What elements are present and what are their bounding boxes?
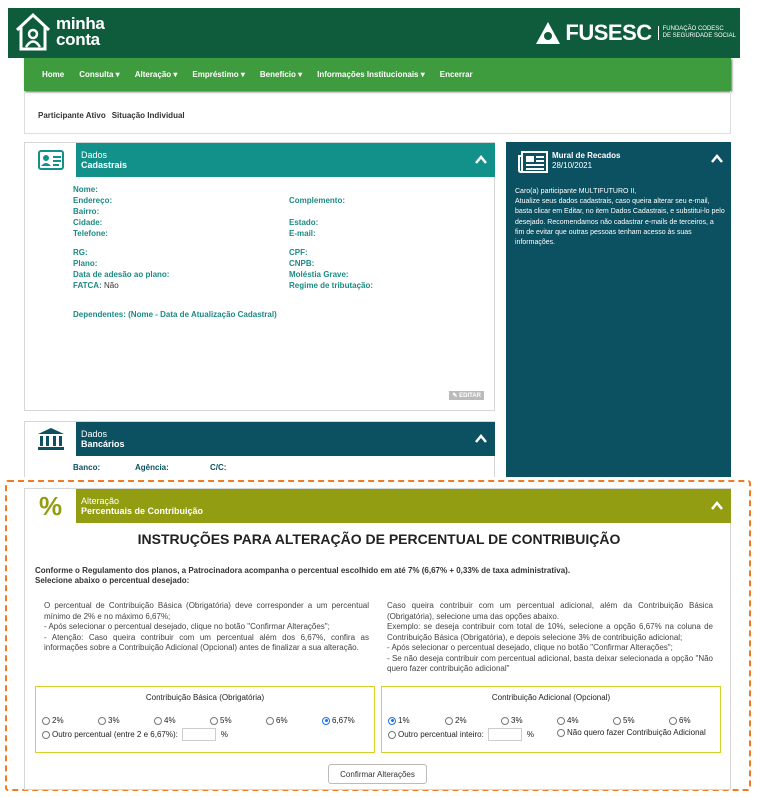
field-fatca: FATCA: bbox=[73, 281, 102, 290]
dependentes-label: Dependentes: (Nome - Data de Atualização Cadastral) bbox=[73, 310, 277, 319]
option-label: 1% bbox=[398, 716, 410, 725]
intro-select: Selecione abaixo o percentual desejado: bbox=[35, 576, 190, 585]
basica-option-667[interactable] bbox=[322, 716, 355, 725]
nav-encerrar[interactable]: Encerrar bbox=[439, 70, 473, 79]
mural-de-recados bbox=[506, 142, 731, 477]
minha-conta-logo[interactable] bbox=[14, 12, 105, 52]
adicional-option-4[interactable] bbox=[557, 716, 579, 725]
option-label: 6% bbox=[276, 716, 288, 725]
basica-instructions: O percentual de Contribuição Básica (Obrigatória) deve corresponder a um percentual mínimo de 2% e no máximo 6,67%; - Após selecionar o percentual desejado, clique no botão "Confirmar Alterações"; - Atenção: Caso queira contribuir com um percentual além dos 6,67%, confira as informações sobre a Contribuição Adicional (Opcional) antes de finalizar a sua alteração. bbox=[44, 601, 369, 652]
bank-title-line-1: Dados bbox=[81, 429, 108, 439]
adicional-outro-input[interactable] bbox=[488, 728, 522, 741]
radio-icon[interactable] bbox=[154, 717, 162, 725]
radio-icon[interactable] bbox=[98, 717, 106, 725]
alteracao-header[interactable] bbox=[25, 489, 731, 523]
radio-icon[interactable] bbox=[501, 717, 509, 725]
bank-icon bbox=[25, 422, 76, 456]
basica-option-6[interactable] bbox=[266, 716, 288, 725]
field-nome: Nome: bbox=[73, 185, 98, 194]
radio-icon[interactable] bbox=[557, 729, 565, 737]
radio-icon[interactable] bbox=[388, 731, 396, 739]
nav-beneficio[interactable]: Benefício ▾ bbox=[259, 70, 303, 79]
adicional-option-outro[interactable] bbox=[388, 728, 534, 741]
option-label: 4% bbox=[164, 716, 176, 725]
option-label: 5% bbox=[623, 716, 635, 725]
field-plano: Plano: bbox=[73, 259, 98, 268]
option-label: 3% bbox=[511, 716, 523, 725]
brand-sub-1: FUNDAÇÃO CODESC bbox=[662, 26, 724, 32]
breadcrumb bbox=[24, 91, 731, 134]
situacao-individual: Situação Individual bbox=[111, 110, 185, 120]
card-title-line-2: Cadastrais bbox=[81, 160, 128, 170]
option-label: 6% bbox=[679, 716, 691, 725]
adicional-option-2[interactable] bbox=[445, 716, 467, 725]
radio-icon[interactable] bbox=[613, 717, 621, 725]
chevron-up-icon[interactable] bbox=[475, 433, 487, 445]
field-cnpb: CNPB: bbox=[289, 259, 315, 268]
confirm-button[interactable]: Confirmar Alterações bbox=[328, 764, 427, 784]
dados-bancarios-card bbox=[24, 421, 495, 477]
nav-alteracao[interactable]: Alteração ▾ bbox=[134, 70, 178, 79]
option-label: Outro percentual inteiro: bbox=[398, 730, 484, 739]
top-header bbox=[8, 8, 740, 58]
option-label: 3% bbox=[108, 716, 120, 725]
field-agencia: Agência: bbox=[135, 463, 169, 472]
main-nav bbox=[24, 58, 731, 91]
house-user-icon bbox=[14, 12, 52, 52]
edit-label: EDITAR bbox=[459, 393, 481, 399]
field-data-adesao: Data de adesão ao plano: bbox=[73, 270, 170, 279]
field-bairro: Bairro: bbox=[73, 207, 100, 216]
field-cpf: CPF: bbox=[289, 248, 308, 257]
logo-line-1: minha bbox=[56, 14, 105, 33]
adicional-option-none[interactable] bbox=[557, 728, 706, 737]
radio-selected-icon[interactable] bbox=[322, 717, 330, 725]
adicional-option-5[interactable] bbox=[613, 716, 635, 725]
brand-sub-2: DE SEGURIDADE SOCIAL bbox=[662, 33, 736, 39]
option-label: Outro percentual (entre 2 e 6,67%): bbox=[52, 730, 178, 739]
adicional-title: Contribuição Adicional (Opcional) bbox=[491, 693, 611, 702]
brand-name: FUSESC bbox=[565, 20, 652, 45]
participant-status: Participante Ativo bbox=[38, 110, 106, 120]
fusesc-logo bbox=[535, 20, 736, 46]
field-molestia: Moléstia Grave: bbox=[289, 270, 349, 279]
basica-option-4[interactable] bbox=[154, 716, 176, 725]
adicional-option-1[interactable] bbox=[388, 716, 410, 725]
newspaper-icon bbox=[518, 151, 548, 173]
basica-option-5[interactable] bbox=[210, 716, 232, 725]
basica-option-3[interactable] bbox=[98, 716, 120, 725]
field-endereco: Endereço: bbox=[73, 196, 113, 205]
logo-line-2: conta bbox=[56, 30, 100, 49]
radio-icon[interactable] bbox=[557, 717, 565, 725]
radio-icon[interactable] bbox=[445, 717, 453, 725]
field-email: E-mail: bbox=[289, 229, 316, 238]
id-card-icon bbox=[25, 143, 76, 177]
basica-title: Contribuição Básica (Obrigatória) bbox=[145, 693, 265, 702]
chevron-up-icon[interactable] bbox=[711, 153, 723, 165]
alt-title-line-2: Percentuais de Contribuição bbox=[81, 506, 204, 516]
chevron-up-icon[interactable] bbox=[475, 154, 487, 166]
option-label: Não quero fazer Contribuição Adicional bbox=[567, 728, 706, 737]
field-regime: Regime de tributação: bbox=[289, 281, 374, 290]
adicional-instructions: Caso queira contribuir com um percentual adicional, além da Contribuição Básica (Obrigatória), selecione uma das opções abaixo. Exemplo: se deseja contribuir com total de 10%, selecione a opção 6,67% na coluna de Contribuição Básica (Obrigatória), e depois selecione 3% de contribuição adicional; - Após selecionar o percentual desejado, clique no botão "Confirmar Alterações"; - Se não deseja contribuir com percentual adicional, basta deixar selecionada a opção "Não quero fazer contribuição adicional" bbox=[387, 601, 713, 673]
basica-option-2[interactable] bbox=[42, 716, 64, 725]
adicional-option-6[interactable] bbox=[669, 716, 691, 725]
option-label: 4% bbox=[567, 716, 579, 725]
radio-icon[interactable] bbox=[42, 717, 50, 725]
radio-icon[interactable] bbox=[669, 717, 677, 725]
edit-button[interactable]: ✎ EDITAR bbox=[449, 391, 484, 400]
mural-date: 28/10/2021 bbox=[552, 161, 593, 170]
mural-greeting: Caro(a) participante MULTIFUTURO II, bbox=[515, 188, 637, 195]
percent-icon: % bbox=[25, 489, 76, 523]
mural-message: Atualize seus dados cadastrais, caso queira alterar seu e-mail, basta clicar em Editar, no item Dados Cadastrais, e substitui-lo pelo desejado. Recomendamos não cadastrar e-mails de terceiros, a fim de evitar que outras pessoas tenham acesso às suas informações. bbox=[515, 198, 725, 247]
field-estado: Estado: bbox=[289, 218, 319, 227]
card-title-line-1: Dados bbox=[81, 150, 108, 160]
alt-title-line-1: Alteração bbox=[81, 496, 120, 506]
intro-text: Conforme o Regulamento dos planos, a Patrocinadora acompanha o percentual escolhido em até 7% (6,67% + 0,33% de taxa administrativa). bbox=[35, 566, 571, 575]
option-label: 2% bbox=[52, 716, 64, 725]
adicional-option-3[interactable] bbox=[501, 716, 523, 725]
option-label: 5% bbox=[220, 716, 232, 725]
field-complemento: Complemento: bbox=[289, 196, 345, 205]
radio-icon[interactable] bbox=[210, 717, 218, 725]
nav-home[interactable]: Home bbox=[42, 70, 65, 79]
fatca-value: Não bbox=[103, 281, 119, 290]
dados-cadastrais-card bbox=[24, 142, 495, 411]
radio-icon[interactable] bbox=[42, 731, 50, 739]
percent-sign: % bbox=[220, 730, 228, 739]
field-cc: C/C: bbox=[210, 463, 227, 472]
field-banco: Banco: bbox=[73, 463, 101, 472]
radio-selected-icon[interactable] bbox=[388, 717, 396, 725]
field-rg: RG: bbox=[73, 248, 88, 257]
mural-title: Mural de Recados bbox=[552, 151, 621, 160]
bank-title-line-2: Bancários bbox=[81, 439, 125, 449]
nav-emprestimo[interactable]: Empréstimo ▾ bbox=[192, 70, 245, 79]
percent-sign: % bbox=[526, 730, 534, 739]
chevron-up-icon[interactable] bbox=[711, 500, 723, 512]
field-telefone: Telefone: bbox=[73, 229, 108, 238]
instructions-heading: INSTRUÇÕES PARA ALTERAÇÃO DE PERCENTUAL DE CONTRIBUIÇÃO bbox=[137, 531, 621, 547]
nav-informacoes[interactable]: Informações Institucionais ▾ bbox=[317, 70, 425, 79]
radio-icon[interactable] bbox=[266, 717, 274, 725]
option-label: 6,67% bbox=[332, 716, 355, 725]
dados-cadastrais-header[interactable] bbox=[25, 143, 495, 177]
dados-bancarios-header[interactable] bbox=[25, 422, 495, 456]
nav-consulta[interactable]: Consulta ▾ bbox=[79, 70, 120, 79]
option-label: 2% bbox=[455, 716, 467, 725]
field-cidade: Cidade: bbox=[73, 218, 103, 227]
basica-option-outro[interactable] bbox=[42, 728, 228, 741]
fusesc-symbol-icon bbox=[535, 21, 561, 45]
basica-outro-input[interactable] bbox=[182, 728, 216, 741]
